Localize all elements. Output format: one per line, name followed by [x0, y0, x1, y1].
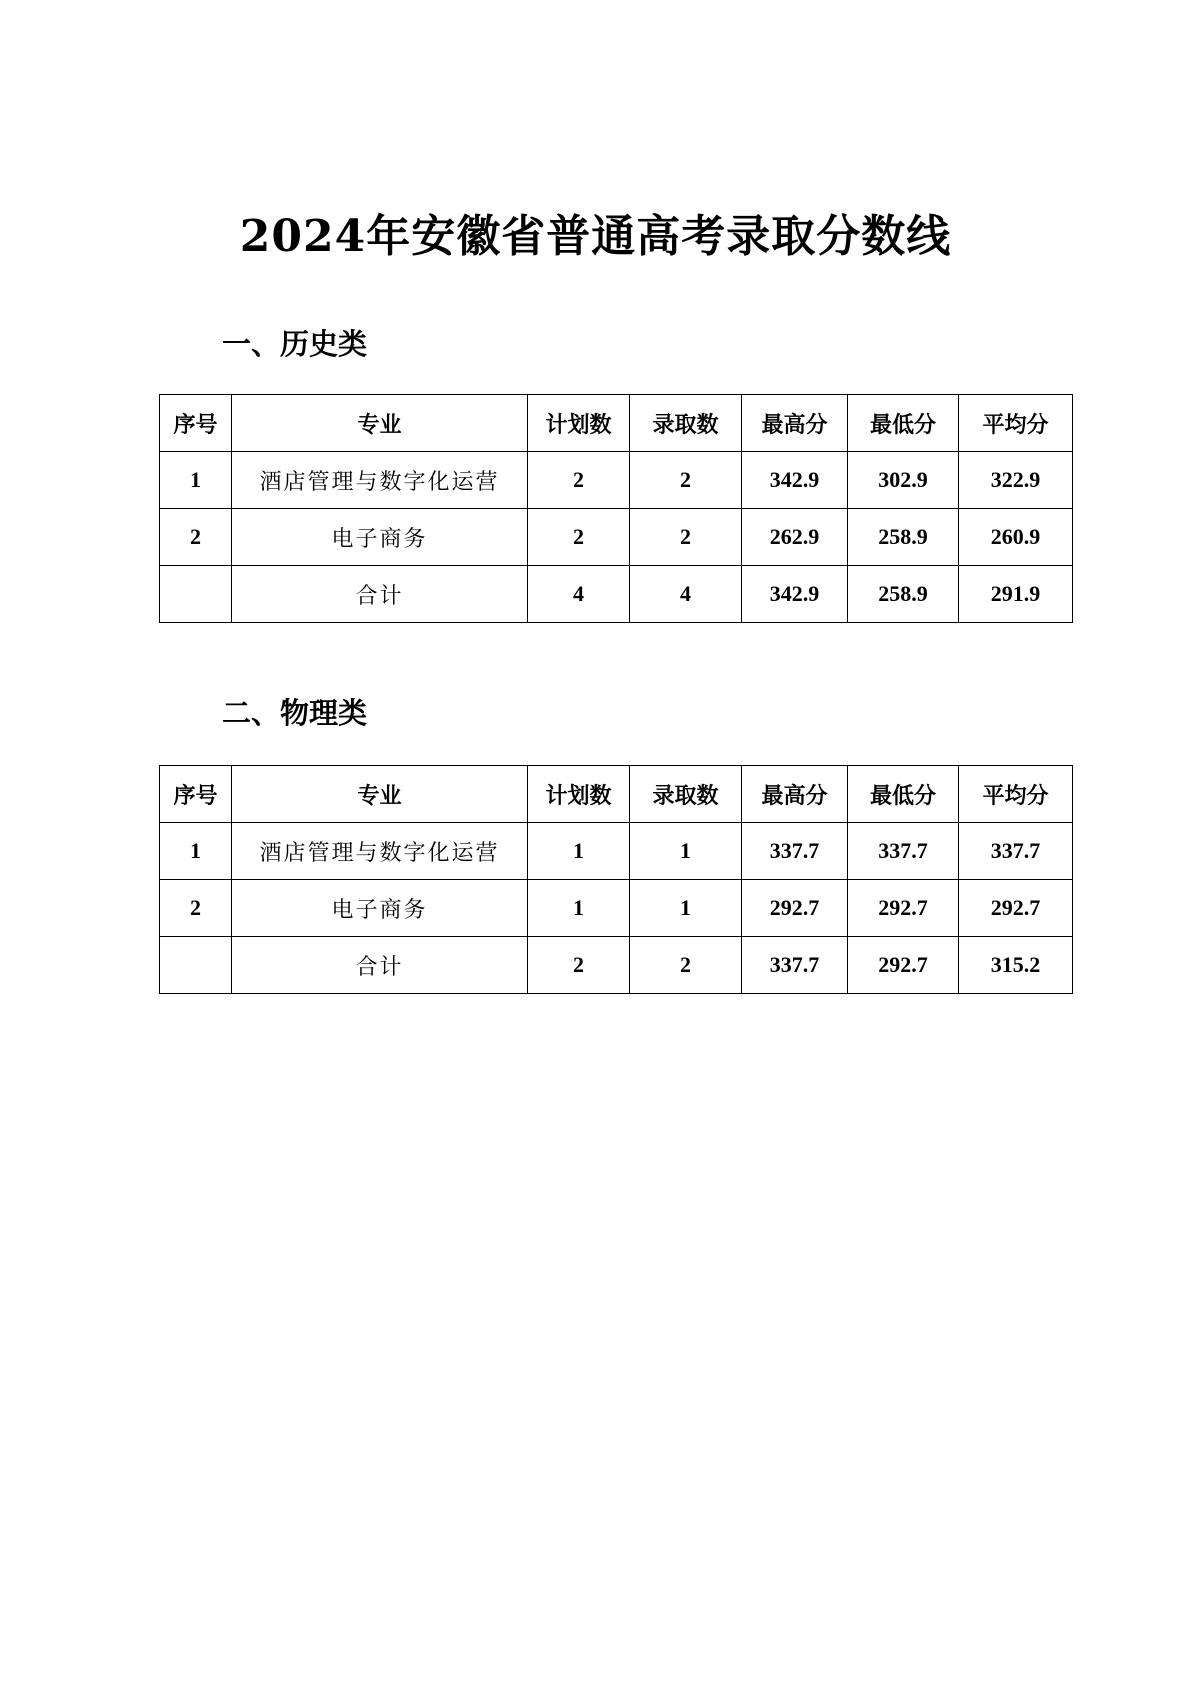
header-major: 专业	[232, 766, 528, 823]
table-total-row	[160, 937, 1073, 994]
header-min: 最低分	[848, 395, 959, 452]
cell-max: 337.7	[742, 937, 848, 994]
cell-min: 258.9	[848, 566, 959, 623]
cell-min: 302.9	[848, 452, 959, 509]
cell-major: 合计	[232, 937, 528, 994]
cell-admitted: 1	[630, 880, 742, 937]
header-admitted: 录取数	[630, 395, 742, 452]
cell-seq	[160, 566, 232, 623]
header-seq: 序号	[160, 766, 232, 823]
header-max: 最高分	[742, 766, 848, 823]
cell-avg: 291.9	[959, 566, 1073, 623]
history-score-table	[159, 394, 1073, 623]
cell-max: 337.7	[742, 823, 848, 880]
cell-plan: 2	[528, 452, 630, 509]
cell-plan: 2	[528, 509, 630, 566]
cell-admitted: 2	[630, 509, 742, 566]
header-seq: 序号	[160, 395, 232, 452]
section-heading-physics: 二、物理类	[222, 696, 368, 730]
cell-max: 292.7	[742, 880, 848, 937]
cell-major: 电子商务	[232, 509, 528, 566]
table-header-row	[160, 766, 1073, 823]
header-major: 专业	[232, 395, 528, 452]
header-min: 最低分	[848, 766, 959, 823]
cell-seq: 2	[160, 880, 232, 937]
table-total-row	[160, 566, 1073, 623]
cell-avg: 260.9	[959, 509, 1073, 566]
cell-min: 337.7	[848, 823, 959, 880]
table-row	[160, 880, 1073, 937]
table-row	[160, 452, 1073, 509]
cell-major: 酒店管理与数字化运营	[232, 823, 528, 880]
header-plan: 计划数	[528, 766, 630, 823]
cell-min: 292.7	[848, 937, 959, 994]
cell-seq: 1	[160, 823, 232, 880]
header-avg: 平均分	[959, 766, 1073, 823]
cell-seq	[160, 937, 232, 994]
cell-min: 258.9	[848, 509, 959, 566]
cell-avg: 292.7	[959, 880, 1073, 937]
table-row	[160, 509, 1073, 566]
table-row	[160, 823, 1073, 880]
cell-avg: 337.7	[959, 823, 1073, 880]
cell-avg: 322.9	[959, 452, 1073, 509]
cell-max: 262.9	[742, 509, 848, 566]
cell-major: 合计	[232, 566, 528, 623]
cell-max: 342.9	[742, 452, 848, 509]
section-heading-history: 一、历史类	[222, 327, 368, 361]
cell-major: 电子商务	[232, 880, 528, 937]
cell-admitted: 1	[630, 823, 742, 880]
cell-admitted: 2	[630, 937, 742, 994]
cell-plan: 2	[528, 937, 630, 994]
cell-plan: 1	[528, 823, 630, 880]
cell-admitted: 4	[630, 566, 742, 623]
cell-avg: 315.2	[959, 937, 1073, 994]
header-avg: 平均分	[959, 395, 1073, 452]
table-header-row	[160, 395, 1073, 452]
cell-plan: 1	[528, 880, 630, 937]
physics-score-table	[159, 765, 1073, 994]
cell-max: 342.9	[742, 566, 848, 623]
header-plan: 计划数	[528, 395, 630, 452]
cell-major: 酒店管理与数字化运营	[232, 452, 528, 509]
page-title: 2024年安徽省普通高考录取分数线	[239, 211, 952, 262]
cell-min: 292.7	[848, 880, 959, 937]
header-max: 最高分	[742, 395, 848, 452]
cell-seq: 1	[160, 452, 232, 509]
cell-plan: 4	[528, 566, 630, 623]
cell-admitted: 2	[630, 452, 742, 509]
cell-seq: 2	[160, 509, 232, 566]
header-admitted: 录取数	[630, 766, 742, 823]
